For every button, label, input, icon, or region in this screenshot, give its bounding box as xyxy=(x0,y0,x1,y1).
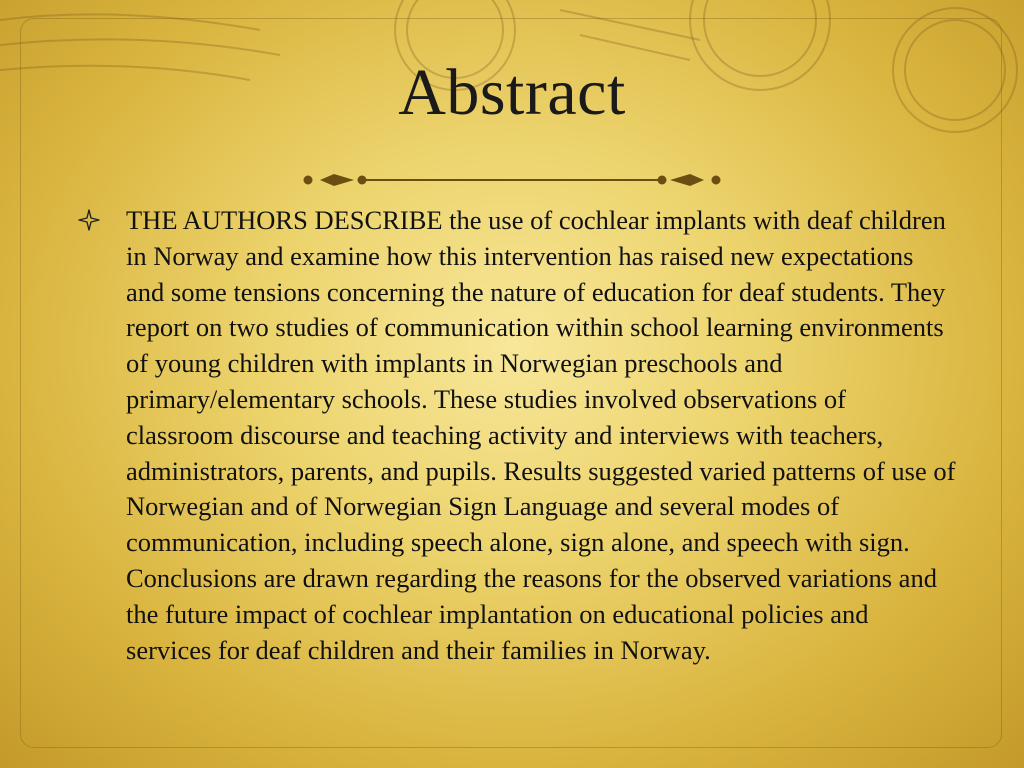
four-point-star-icon xyxy=(78,209,100,231)
slide-title: Abstract xyxy=(398,56,626,129)
bullet-item xyxy=(78,203,958,668)
abstract-paragraph: THE AUTHORS DESCRIBE the use of cochlear implants with deaf children in Norway and examine how this intervention has raised new expectations and some tensions concerning the nature of education for deaf students. They report on two studies of communication within school learning environments of young children with implants in Norwegian preschools and primary/elementary schools. These studies involved observations of classroom discourse and teaching activity and interviews with teachers, administrators, parents, and pupils. Results suggested varied patterns of use of Norwegian and of Norwegian Sign Language and several modes of communication, including speech alone, sign alone, and speech with sign. Conclusions are drawn regarding the reasons for the observed variations and the future impact of cochlear implantation on educational policies and services for deaf children and their families in Norway. xyxy=(126,205,956,665)
ornamental-divider-icon xyxy=(300,168,724,192)
